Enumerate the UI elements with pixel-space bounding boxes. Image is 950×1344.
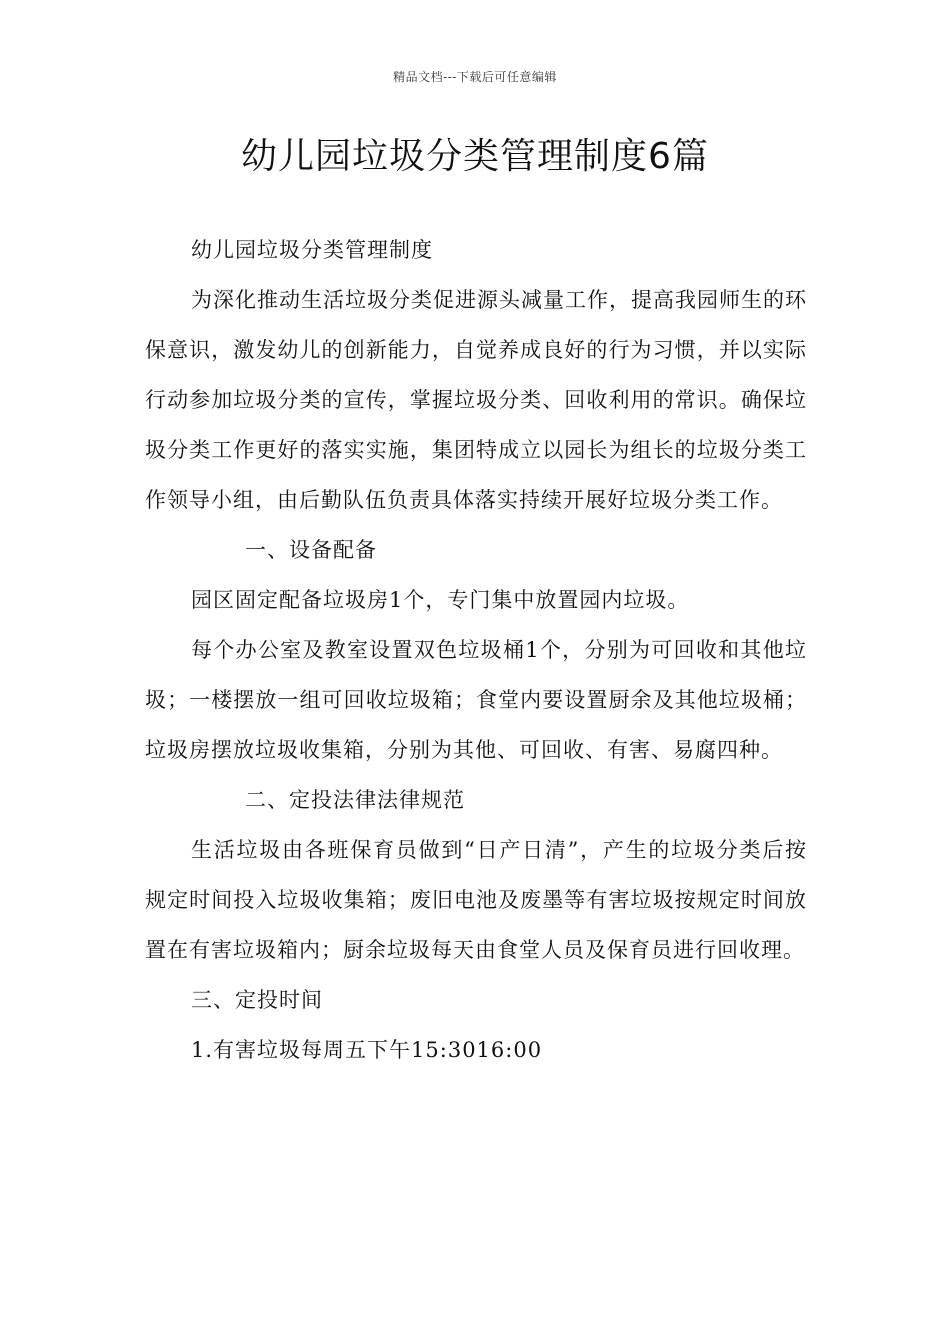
paragraph-intro: 为深化推动生活垃圾分类促进源头减量工作，提高我园师生的环保意识，激发幼儿的创新能力，自觉养成良好的行为习惯，并以实际行动参加垃圾分类的宣传，掌握垃圾分类、回收利用的常识。确保垃圾分类工作更好的落实实施，集团特成立以园长为组长的垃圾分类工作领导小组，由后勤队伍负责具体落实持续开展好垃圾分类工作。 bbox=[145, 288, 807, 512]
section-heading-rules: 二、定投法律法律规范 bbox=[245, 788, 465, 812]
header-note: 精品文档---下载后可任意编辑 bbox=[393, 70, 557, 84]
paragraph-hazardous-time: 1.有害垃圾每周五下午15:3016:00 bbox=[191, 1038, 543, 1062]
paragraph-garbage-room: 园区固定配备垃圾房1个，专门集中放置园内垃圾。 bbox=[191, 588, 690, 612]
section-heading-equipment: 一、设备配备 bbox=[245, 538, 377, 562]
section-heading-time: 三、定投时间 bbox=[191, 988, 323, 1012]
document-title: 幼儿园垃圾分类管理制度6篇 bbox=[241, 136, 709, 177]
paragraph-subtitle: 幼儿园垃圾分类管理制度 bbox=[191, 238, 433, 262]
document-body bbox=[145, 225, 807, 1075]
paragraph-daily-clear: 生活垃圾由各班保育员做到“日产日清”，产生的垃圾分类后按规定时间投入垃圾收集箱；废旧电池及废墨等有害垃圾按规定时间放置在有害垃圾箱内；厨余垃圾每天由食堂人员及保育员进行回收理。 bbox=[145, 838, 807, 962]
paragraph-bins: 每个办公室及教室设置双色垃圾桶1个，分别为可回收和其他垃圾；一楼摆放一组可回收垃圾箱；食堂内要设置厨余及其他垃圾桶；垃圾房摆放垃圾收集箱，分别为其他、可回收、有害、易腐四种。 bbox=[145, 638, 807, 762]
